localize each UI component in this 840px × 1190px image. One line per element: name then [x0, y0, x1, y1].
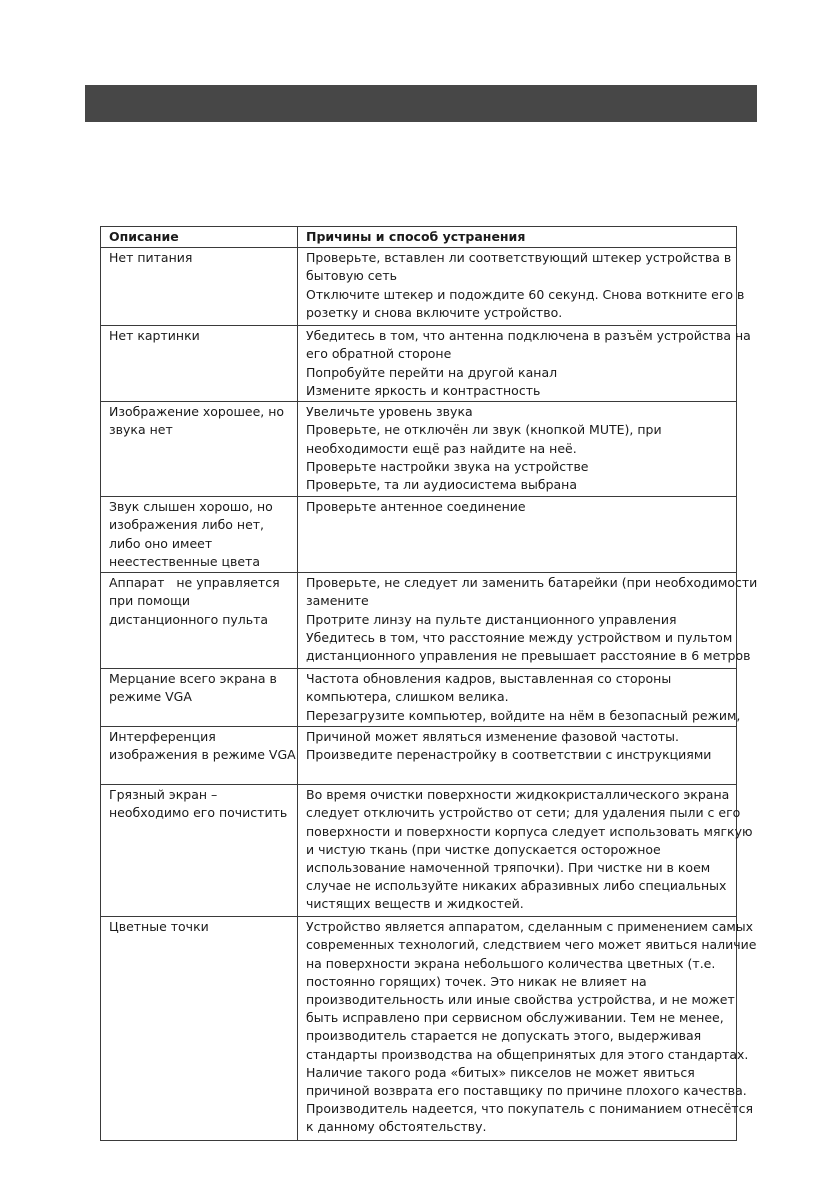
problem-cell	[101, 785, 298, 917]
table-header-row	[101, 227, 737, 248]
solution-text: его обратной стороне	[306, 346, 452, 362]
problem-text: неестественные цвета	[109, 553, 260, 569]
table-row	[101, 573, 737, 669]
problem-cell	[101, 326, 298, 402]
solution-text: Перезагрузите компьютер, войдите на нём в безопасный режим,	[306, 707, 741, 723]
solution-cell	[298, 326, 751, 402]
table-row	[101, 497, 737, 573]
solution-text: Наличие такого рода «битых» пикселов не может явиться	[306, 1064, 695, 1080]
problem-text: Нет питания	[109, 250, 193, 266]
solution-text: замените	[306, 593, 369, 609]
problem-cell	[101, 573, 298, 669]
solution-cell	[298, 248, 745, 326]
problem-text: Мерцание всего экрана в	[109, 671, 277, 687]
solution-text: бытовую сеть	[306, 268, 397, 284]
problem-text: либо оно имеет	[109, 535, 213, 551]
solution-text: Измените яркость и контрастность	[306, 382, 541, 398]
problem-text: при помощи	[109, 593, 190, 609]
solution-text: Проверьте антенное соединение	[306, 499, 526, 515]
solution-text: компьютера, слишком велика.	[306, 689, 509, 705]
section-header-bar	[85, 85, 757, 122]
solution-text: Убедитесь в том, что антенна подключена в разъём устройства на	[306, 328, 751, 344]
troubleshooting-table	[100, 226, 758, 1141]
table-row	[101, 248, 737, 326]
solution-text: к данному обстоятельству.	[306, 1119, 487, 1135]
table-row	[101, 727, 737, 785]
problem-cell	[101, 248, 298, 326]
solution-text: Увеличьте уровень звука	[306, 404, 473, 420]
solution-cell	[298, 669, 741, 727]
solution-text: производительность или иные свойства устройства, и не может	[306, 992, 735, 1008]
solution-text: и чистую ткань (при чистке допускается осторожное	[306, 841, 661, 857]
solution-text: Проверьте, не отключён ли звук (кнопкой MUTE), при	[306, 422, 662, 438]
solution-text: поверхности и поверхности корпуса следует использовать мягкую	[306, 823, 753, 839]
problem-text: Интерференция	[109, 729, 216, 745]
problem-text: режиме VGA	[109, 689, 192, 705]
solution-text: Устройство является аппаратом, сделанным с применением самых	[306, 919, 754, 935]
solution-text: Во время очистки поверхности жидкокристаллического экрана	[306, 787, 730, 803]
problem-text: Нет картинки	[109, 328, 200, 344]
table-row	[101, 785, 737, 917]
solution-text: причиной возврата его поставщику по причине плохого качества.	[306, 1083, 747, 1099]
solution-text: розетку и снова включите устройство.	[306, 304, 563, 320]
solution-cell	[298, 785, 753, 917]
solution-text: Проверьте настройки звука на устройстве	[306, 458, 589, 474]
solution-cell	[298, 573, 758, 669]
problem-text: Грязный экран –	[109, 787, 218, 803]
solution-text: Производитель надеется, что покупатель с пониманием отнесётся	[306, 1101, 753, 1117]
solution-text: Отключите штекер и подождите 60 секунд. Снова воткните его в	[306, 286, 745, 302]
problem-text: изображения в режиме VGA	[109, 747, 296, 763]
column-header-description: Описание	[101, 227, 298, 248]
solution-text: Убедитесь в том, что расстояние между устройством и пультом	[306, 629, 733, 645]
solution-text: Проверьте, вставлен ли соответствующий штекер устройства в	[306, 250, 732, 266]
solution-text: случае не используйте никаких абразивных либо специальных	[306, 878, 727, 894]
problem-text: необходимо его почистить	[109, 805, 288, 821]
table-row	[101, 917, 737, 1141]
problem-text: Звук слышен хорошо, но	[109, 499, 273, 515]
problem-text: Изображение хорошее, но	[109, 404, 285, 420]
solution-text: Протрите линзу на пульте дистанционного управления	[306, 611, 677, 627]
problem-text: Цветные точки	[109, 919, 209, 935]
solution-text: чистящих веществ и жидкостей.	[306, 896, 524, 912]
solution-cell	[298, 402, 737, 497]
solution-text: Причиной может являться изменение фазовой частоты.	[306, 729, 680, 745]
solution-text: быть исправлено при сервисном обслуживании. Тем не менее,	[306, 1010, 724, 1026]
problem-text: звука нет	[109, 422, 173, 438]
solution-text: Произведите перенастройку в соответствии с инструкциями	[306, 747, 712, 763]
problem-cell	[101, 727, 298, 785]
table-row	[101, 669, 737, 727]
solution-cell	[298, 497, 737, 573]
solution-text: Частота обновления кадров, выставленная со стороны	[306, 671, 672, 687]
solution-text: необходимости ещё раз найдите на неё.	[306, 440, 577, 456]
problem-cell	[101, 402, 298, 497]
solution-text: стандарты производства на общепринятых для этого стандартах.	[306, 1046, 749, 1062]
solution-text: на поверхности экрана небольшого количества цветных (т.е.	[306, 955, 716, 971]
table-row	[101, 402, 737, 497]
solution-cell	[298, 917, 757, 1141]
solution-text: постоянно горящих) точек. Это никак не влияет на	[306, 973, 647, 989]
solution-cell	[298, 727, 737, 785]
problem-text: изображения либо нет,	[109, 517, 265, 533]
solution-text: дистанционного управления не превышает расстояние в 6 метров	[306, 648, 751, 664]
problem-cell	[101, 917, 298, 1141]
solution-text: использование намоченной тряпочки). При чистке ни в коем	[306, 860, 711, 876]
problem-text: Аппарат не управляется	[109, 575, 280, 591]
table-body	[101, 248, 758, 1141]
solution-text: Проверьте, та ли аудиосистема выбрана	[306, 477, 578, 493]
problem-text: дистанционного пульта	[109, 611, 269, 627]
solution-text: Попробуйте перейти на другой канал	[306, 364, 558, 380]
table-row	[101, 326, 737, 402]
solution-text: производитель старается не допускать этого, выдерживая	[306, 1028, 702, 1044]
solution-text: следует отключить устройство от сети; для удаления пыли с его	[306, 805, 741, 821]
column-header-solution: Причины и способ устранения	[298, 227, 737, 248]
problem-cell	[101, 669, 298, 727]
solution-text: Проверьте, не следует ли заменить батарейки (при необходимости	[306, 575, 758, 591]
problem-cell	[101, 497, 298, 573]
solution-text: современных технологий, следствием чего может явиться наличие	[306, 937, 757, 953]
